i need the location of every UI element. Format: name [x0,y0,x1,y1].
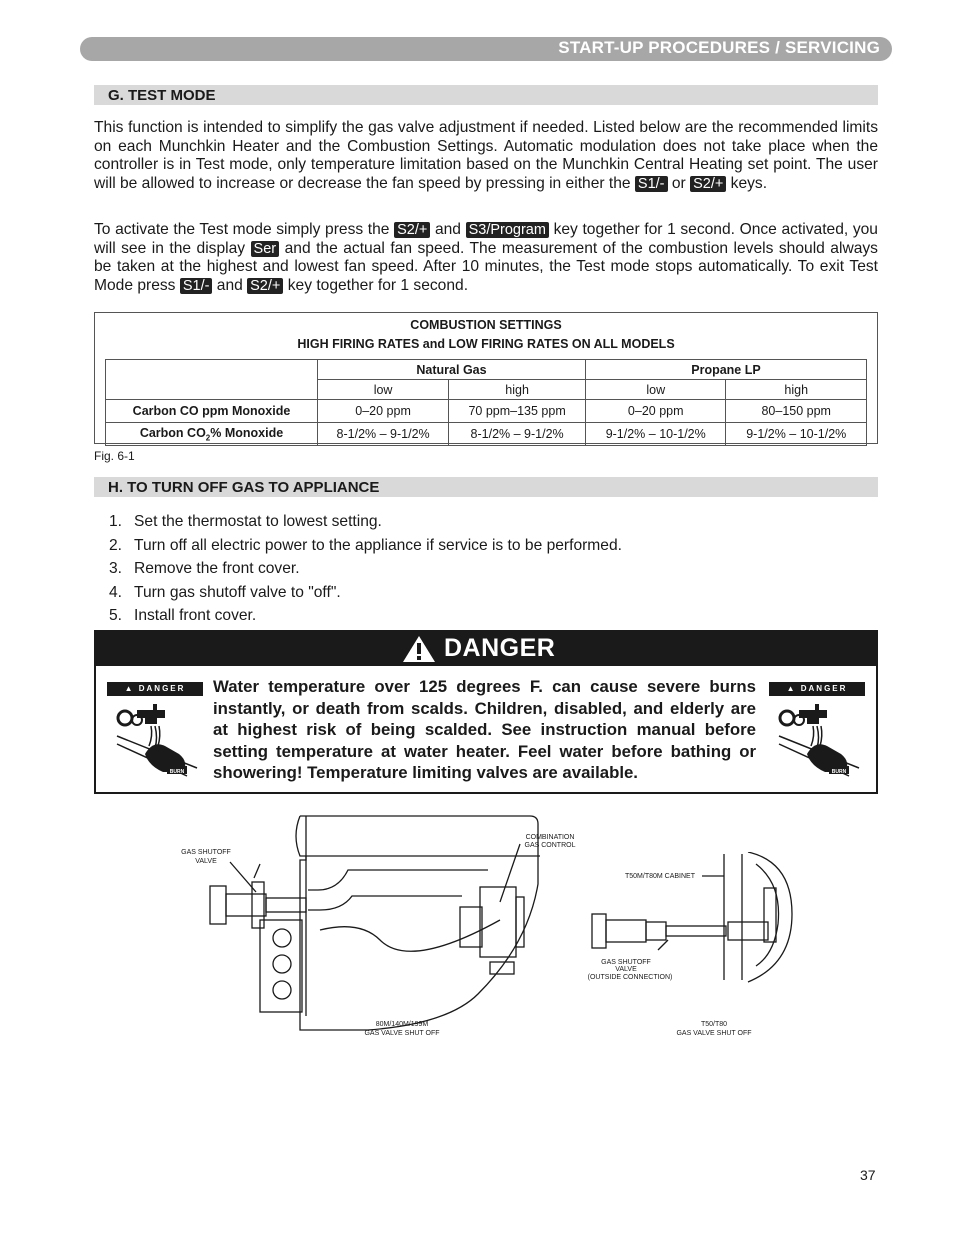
table-cell: 9-1/2% – 10-1/2% [726,423,867,446]
step-number: 3. [108,560,122,577]
danger-text: Water temperature over 125 degrees F. can cause severe burns instantly, or death from scalds. Children, disabled, and elderly are at highest risk of being scalded. See instruction manual before setting temperature at water heater. Feel water before bathing or showering! Temperature limiting valves are available. [213,677,756,782]
caption-shut-off: GAS VALVE SHUT OFF [364,1030,440,1037]
danger-warning-box [94,630,878,794]
combustion-title: COMBUSTION SETTINGS [410,318,562,332]
section-g-title: G. TEST MODE [108,87,216,104]
caption-shut-off: GAS VALVE SHUT OFF [676,1030,752,1037]
danger-label: ▲ DANGER [107,682,203,696]
p2-a: To activate the Test mode simply press the [94,221,390,238]
co2-label-b: % Monoxide [210,425,284,440]
list-item [94,581,622,605]
danger-title: DANGER [444,634,556,662]
key-s1-minus: S1/- [635,176,668,192]
key-s1-minus: S1/- [180,278,213,294]
danger-label: ▲ DANGER [769,682,865,696]
step-number: 1. [108,513,122,530]
label-gas-shutoff: GAS SHUTOFF [601,959,651,966]
p1-text: This function is intended to simplify the gas valve adjustment if needed. Listed below are the recommended limits on each Munchkin Heater and the Combustion Settings. Automatic modulation does not take place when the controller is in Test mode, only temperature limitation based on the Munchkin Central Heating set point. The user will be allowed to increase or decrease the fan speed by pressing in either the [94,119,878,192]
gas-valve-diagram-left [170,812,580,1042]
table-row [106,423,867,446]
table-cell: 8-1/2% – 9-1/2% [449,423,586,446]
list-item [94,557,622,581]
table-cell: 70 ppm–135 ppm [449,400,586,423]
combustion-subtitle: HIGH FIRING RATES and LOW FIRING RATES ON ALL MODELS [297,337,675,351]
scald-warning-pictogram-right [769,682,865,778]
hot-water-burn-icon [107,698,203,778]
p2-and-1: and [434,221,461,238]
key-s2-plus: S2/+ [690,176,726,192]
label-combination: COMBINATION [525,834,575,841]
combustion-table [105,359,867,446]
section-h-bar [94,477,878,497]
gas-valve-diagram-right [578,852,808,1042]
p2-d: key together for 1 second. [287,276,469,294]
scald-warning-pictogram-left [107,682,203,778]
table-cell: 0–20 ppm [585,400,725,423]
list-item [94,510,622,534]
test-mode-paragraph-2 [94,221,878,295]
shutoff-steps-list [94,510,622,628]
table-row [106,400,867,423]
co2-label-a: Carbon CO [139,425,206,440]
burn-label: BURN [831,769,847,775]
label-gas-control: GAS CONTROL [524,842,576,849]
step-number: 2. [108,536,122,554]
list-item [94,534,622,558]
danger-header [96,632,876,666]
burn-label: BURN [169,769,185,775]
table-cell: 9-1/2% – 10-1/2% [585,423,725,446]
step-text: Remove the front cover. [134,560,300,577]
step-number: 4. [108,583,122,601]
table-subheader: low [318,380,449,400]
table-subheader: high [726,380,867,400]
test-mode-paragraph-1 [94,119,878,193]
label-valve: VALVE [195,858,217,865]
step-text: Install front cover. [134,607,257,624]
key-s3-program: S3/Program [466,222,549,238]
co2-label-sub: 2 [205,433,211,443]
step-text: Turn off all electric power to the appliance if service is to be performed. [134,536,622,554]
p2-c: and the actual fan speed. The measurement of the combustion levels should always be taken at the highest and lowest fan speed. After 10 minutes, the Test mode stops automatically. To exit Test Mode press [94,239,878,294]
p1-end: keys. [730,174,768,192]
label-outside-connection: (OUTSIDE CONNECTION) [587,974,673,981]
display-ser: Ser [251,241,280,257]
row-label-co: Carbon CO ppm Monoxide [106,400,318,423]
table-group-natural-gas: Natural Gas [318,360,586,380]
figure-label: Fig. 6-1 [94,449,135,463]
table-cell: 0–20 ppm [318,400,449,423]
p1-or: or [671,174,686,192]
section-header-title: START-UP PROCEDURES / SERVICING [558,38,880,57]
key-s2-plus: S2/+ [394,222,430,238]
step-number: 5. [108,607,122,624]
p2-b: key together for 1 second. Once activated, you will see in the display [94,221,878,257]
section-h-title: H. TO TURN OFF GAS TO APPLIANCE [108,479,380,496]
p2-and-2: and [216,276,243,294]
section-header-bar [80,37,892,61]
table-cell-empty [106,360,318,400]
table-cell: 80–150 ppm [726,400,867,423]
caption-models: T50/T80 [700,1021,728,1028]
caption-models: 80M/140M/199M [375,1021,429,1028]
table-subheader: low [585,380,725,400]
key-s2-plus: S2/+ [247,278,283,294]
combustion-settings-box [94,312,878,444]
label-cabinet: T50M/T80M CABINET [624,873,696,880]
section-g-bar [94,85,878,105]
page-number: 37 [860,1167,876,1183]
table-row [106,360,867,380]
table-subheader: high [449,380,586,400]
label-valve: VALVE [615,966,637,973]
hot-water-burn-icon [769,698,865,778]
table-cell: 8-1/2% – 9-1/2% [318,423,449,446]
warning-triangle-icon [402,635,436,663]
label-gas-shutoff: GAS SHUTOFF [181,849,231,856]
row-label-co2 [106,423,318,446]
step-text: Set the thermostat to lowest setting. [134,513,382,530]
step-text: Turn gas shutoff valve to "off". [134,583,341,601]
table-group-propane: Propane LP [585,360,866,380]
list-item [94,604,622,628]
